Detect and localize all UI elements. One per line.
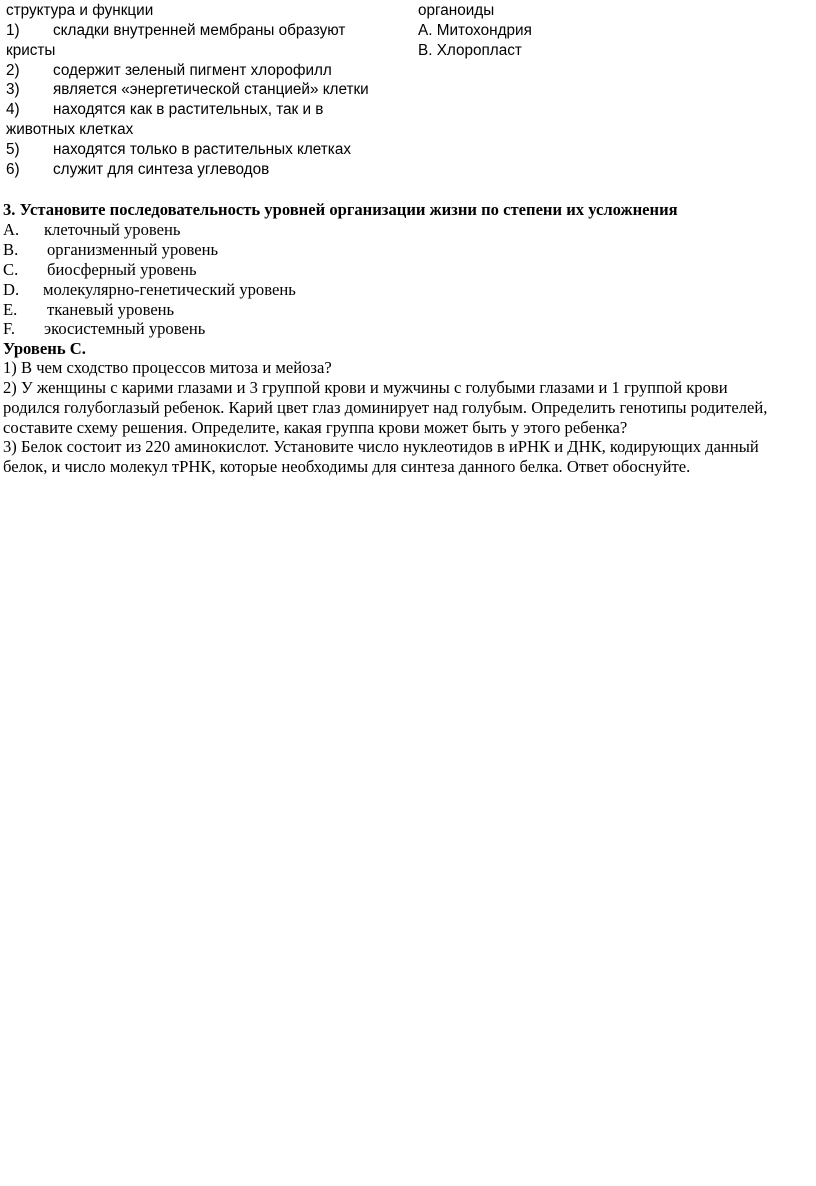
option-letter: C.	[3, 260, 19, 279]
level-c-title: Уровень С.	[3, 339, 86, 358]
item-number: 4)	[6, 101, 20, 118]
option-text: клеточный уровень	[44, 220, 181, 239]
option-letter: D.	[3, 280, 20, 299]
item-text: является «энергетической станцией» клетки	[53, 81, 369, 98]
organelle-option: В. Хлоропласт	[418, 42, 522, 59]
option-text: биосферный уровень	[47, 260, 197, 279]
right-column-header: органоиды	[418, 2, 495, 19]
question-2-line: 2) У женщины с карими глазами и 3 группой крови и мужчины с голубыми глазами и 1 группой крови	[3, 378, 728, 397]
left-column-header: структура и функции	[6, 2, 154, 19]
question-2-line: составите схему решения. Определите, какая группа крови может быть у этого ребенка?	[3, 418, 628, 437]
task-3-title: 3. Установите последовательность уровней организации жизни по степени их усложнения	[3, 200, 678, 219]
question-1: 1) В чем сходство процессов митоза и мейоза?	[3, 358, 332, 377]
option-text: молекулярно-генетический уровень	[43, 280, 296, 299]
item-continuation: кристы	[6, 42, 56, 59]
option-letter: E.	[3, 300, 18, 319]
item-text: находятся только в растительных клетках	[53, 141, 351, 158]
item-text: содержит зеленый пигмент хлорофилл	[53, 62, 332, 79]
item-text: служит для синтеза углеводов	[53, 161, 270, 178]
item-number: 3)	[6, 81, 20, 98]
option-text: организменный уровень	[47, 240, 219, 259]
item-number: 5)	[6, 141, 20, 158]
item-number: 2)	[6, 62, 20, 79]
option-letter: B.	[3, 240, 19, 259]
option-text: тканевый уровень	[47, 300, 175, 319]
option-letter: A.	[3, 220, 20, 239]
item-number: 6)	[6, 161, 20, 178]
question-3-line: 3) Белок состоит из 220 аминокислот. Установите число нуклеотидов в иРНК и ДНК, кодирующих данный	[3, 437, 759, 456]
item-text: складки внутренней мембраны образуют	[53, 22, 346, 39]
item-number: 1)	[6, 22, 20, 39]
item-continuation: животных клетках	[6, 121, 134, 138]
option-letter: F.	[3, 319, 16, 338]
option-text: экосистемный уровень	[44, 319, 206, 338]
question-3-line: белок, и число молекул тРНК, которые необходимы для синтеза данного белка. Ответ обоснуйте.	[3, 457, 691, 476]
question-2-line: родился голубоглазый ребенок. Карий цвет глаз доминирует над голубым. Определить генотипы родителей,	[3, 398, 768, 417]
item-text: находятся как в растительных, так и в	[53, 101, 324, 118]
organelle-option: А. Митохондрия	[418, 22, 532, 39]
